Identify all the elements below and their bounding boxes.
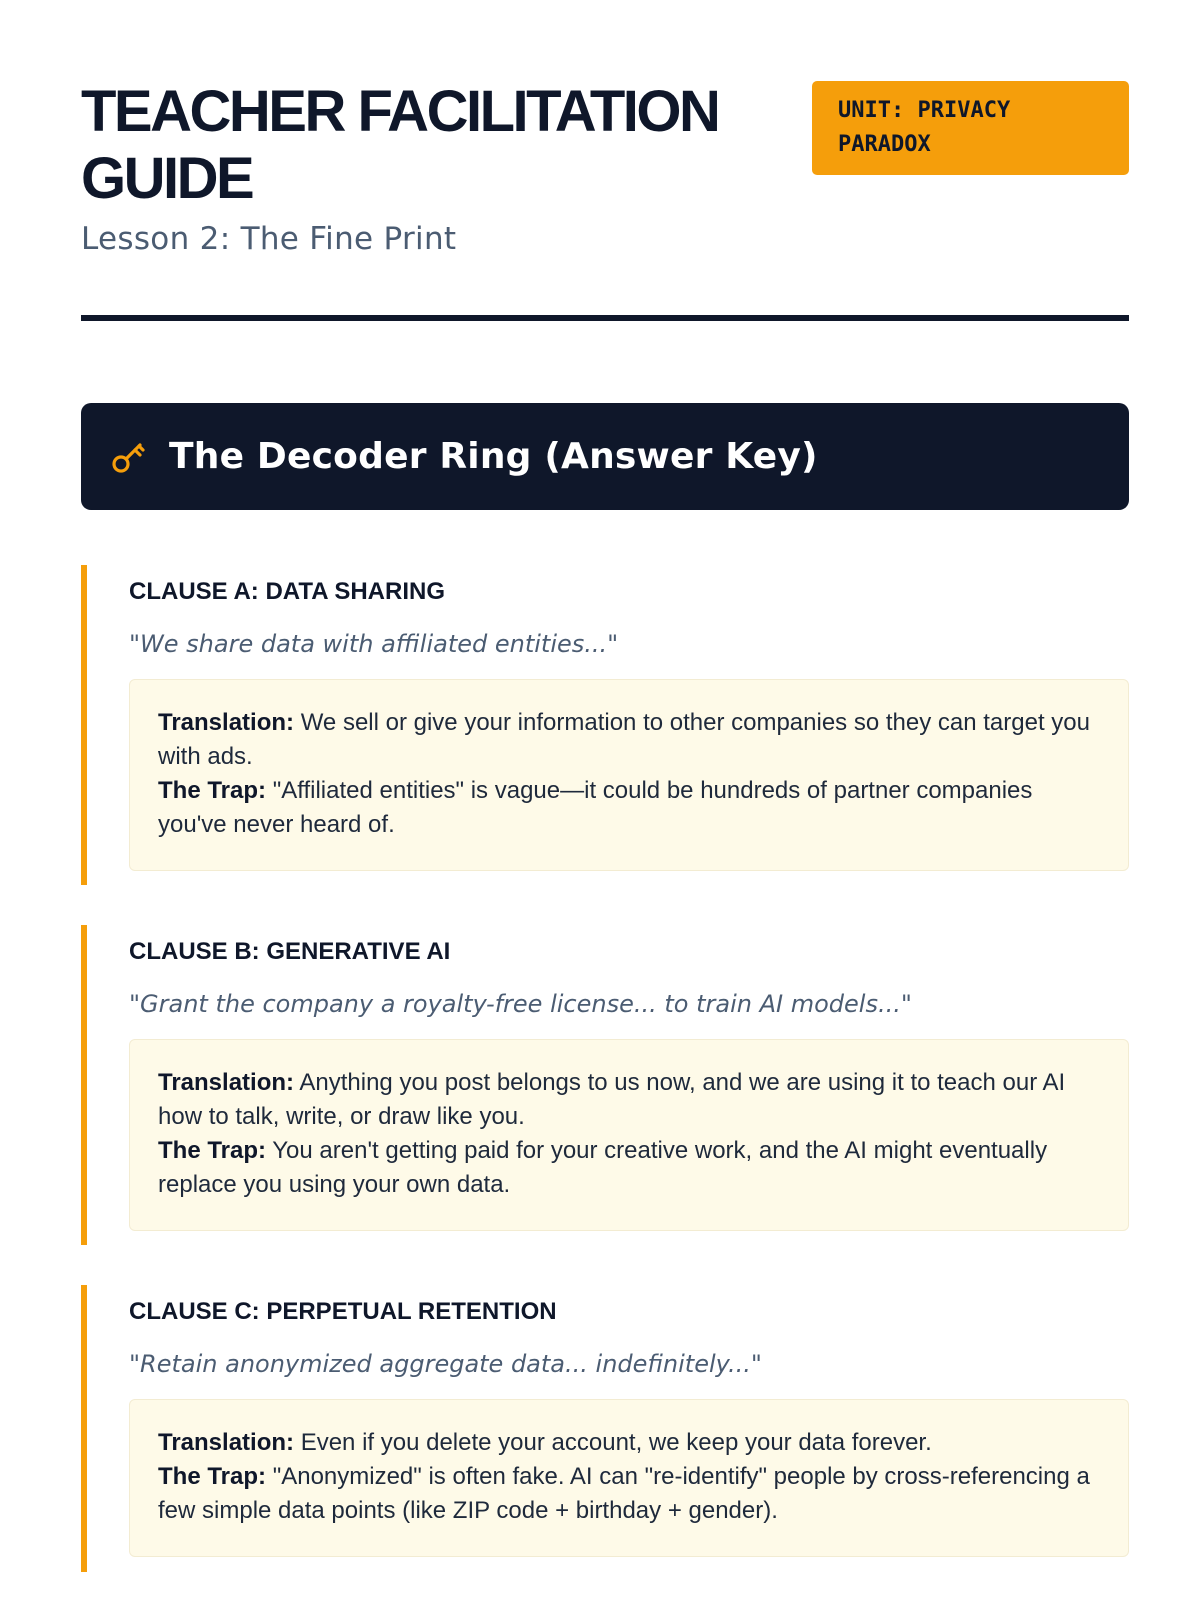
header-divider xyxy=(81,315,1129,321)
clause-card-b xyxy=(81,925,1129,1245)
clause-explanation-box xyxy=(129,679,1129,871)
unit-badge: UNIT: PRIVACY PARADOX xyxy=(812,81,1129,175)
answer-key-title: The Decoder Ring (Answer Key) xyxy=(169,436,818,477)
trap-text: "Affiliated entities" is vague—it could be hundreds of partner companies you've never heard of. xyxy=(158,777,1033,838)
translation-text: Even if you delete your account, we keep your data forever. xyxy=(300,1429,932,1456)
trap-label: The Trap: xyxy=(158,777,267,804)
translation-label: Translation: xyxy=(158,709,295,736)
answer-key-banner xyxy=(81,403,1129,510)
key-icon xyxy=(109,437,149,477)
lesson-subtitle: Lesson 2: The Fine Print xyxy=(81,221,457,257)
translation-text: Anything you post belongs to us now, and we are using it to teach our AI how to talk, write, or draw like you. xyxy=(158,1069,1066,1130)
clause-quote: "We share data with affiliated entities..." xyxy=(129,630,619,658)
clause-explanation-box xyxy=(129,1039,1129,1231)
clause-quote: "Retain anonymized aggregate data... indefinitely..." xyxy=(129,1350,762,1378)
trap-label: The Trap: xyxy=(158,1137,267,1164)
facilitation-guide-page xyxy=(81,0,1129,1524)
clause-title: CLAUSE A: DATA SHARING xyxy=(129,578,445,605)
clause-quote: "Grant the company a royalty-free license... to train AI models..." xyxy=(129,990,912,1018)
clause-card-a xyxy=(81,565,1129,885)
guide-header xyxy=(81,0,1129,324)
page-title-line-1: TEACHER FACILITATION xyxy=(81,79,719,144)
trap-label: The Trap: xyxy=(158,1463,267,1490)
trap-text: You aren't getting paid for your creative work, and the AI might eventually replace you using your own data. xyxy=(158,1137,1048,1198)
translation-label: Translation: xyxy=(158,1429,295,1456)
page-title-line-2: GUIDE xyxy=(81,146,253,211)
clause-card-c xyxy=(81,1285,1129,1572)
clause-explanation-box xyxy=(129,1399,1129,1557)
page-title xyxy=(81,78,761,212)
clause-title: CLAUSE B: GENERATIVE AI xyxy=(129,938,451,965)
clause-title: CLAUSE C: PERPETUAL RETENTION xyxy=(129,1298,557,1325)
trap-text: "Anonymized" is often fake. AI can "re-identify" people by cross-referencing a few simple data points (like ZIP code + birthday + gender). xyxy=(158,1463,1090,1524)
translation-text: We sell or give your information to other companies so they can target you with ads. xyxy=(158,709,1090,770)
translation-label: Translation: xyxy=(158,1069,295,1096)
